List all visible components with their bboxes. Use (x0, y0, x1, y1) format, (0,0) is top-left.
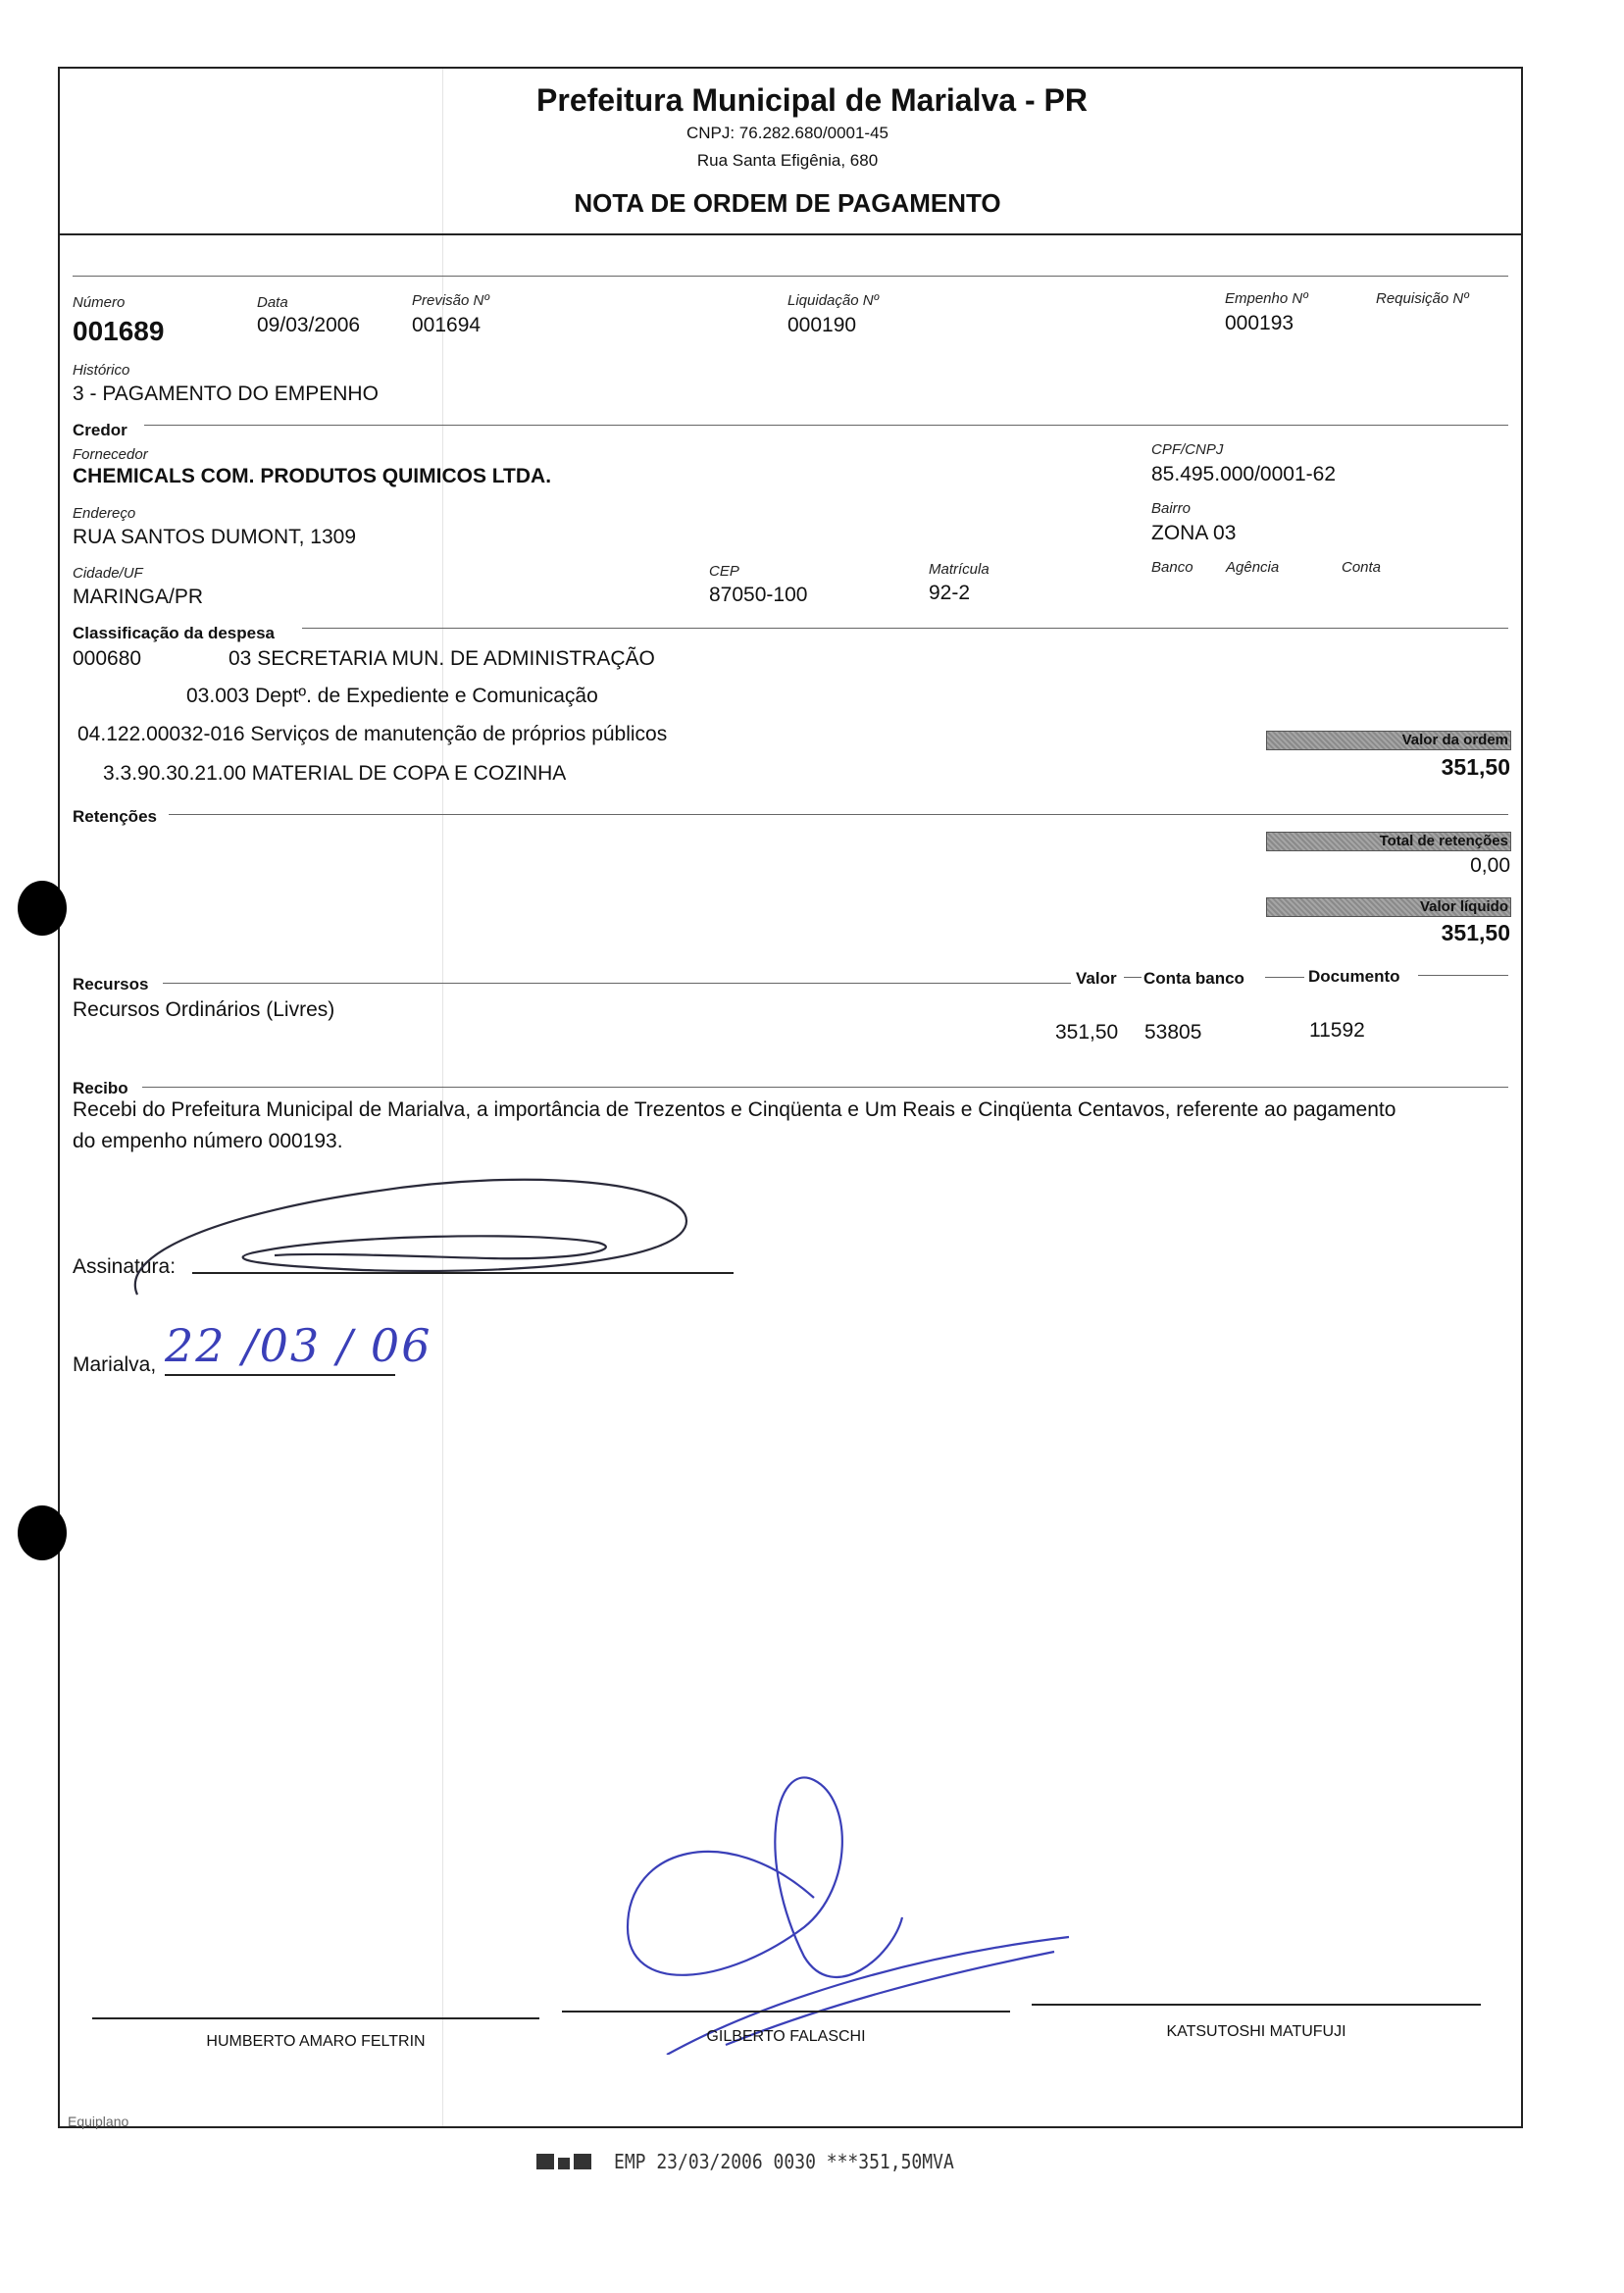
header-divider (58, 233, 1523, 235)
matricula-label: Matrícula (929, 561, 990, 578)
previsao-value: 001694 (412, 314, 482, 336)
valor-liquido-bar: Valor líquido (1266, 897, 1511, 917)
data-label: Data (257, 294, 288, 311)
equiplano-brand: Equiplano (68, 2114, 129, 2129)
cidade-value: MARINGA/PR (73, 586, 204, 608)
credor-section: Credor (73, 421, 127, 439)
fornecedor-label: Fornecedor (73, 446, 148, 463)
hole-punch-bottom (18, 1505, 67, 1560)
recibo-line (142, 1087, 1508, 1088)
matricula-value: 92-2 (929, 582, 971, 604)
empenho-value: 000193 (1225, 312, 1294, 334)
recursos-valor: 351,50 (1055, 1021, 1119, 1044)
classificacao-line1: 03 SECRETARIA MUN. DE ADMINISTRAÇÃO (228, 647, 655, 670)
hole-punch-top (18, 881, 67, 936)
requisicao-label: Requisição Nº (1376, 290, 1469, 307)
recursos-conta: 53805 (1144, 1021, 1202, 1044)
recursos-documento-header: Documento (1308, 967, 1400, 986)
valor-liquido-value: 351,50 (1441, 920, 1510, 945)
recursos-line (163, 983, 1071, 984)
cep-value: 87050-100 (709, 584, 808, 606)
recursos-line-3 (1265, 977, 1304, 978)
signatory-3: KATSUTOSHI MATUFUJI (1166, 2023, 1346, 2040)
recursos-line-4 (1418, 975, 1508, 976)
empenho-label: Empenho Nº (1225, 290, 1308, 307)
recibo-text-line2: do empenho número 000193. (73, 1130, 343, 1152)
ids-top-line (73, 276, 1508, 277)
date-line (165, 1374, 395, 1376)
handwritten-date: 22 /03 / 06 (165, 1319, 432, 1372)
doc-title: NOTA DE ORDEM DE PAGAMENTO (574, 188, 1001, 218)
page-title: Prefeitura Municipal de Marialva - PR (536, 82, 1088, 118)
signature-line-2 (562, 2011, 1010, 2013)
liquidacao-label: Liquidação Nº (787, 292, 880, 309)
recibo-text-line1: Recebi do Prefeitura Municipal de Marialva, a importância de Trezentos e Cinqüenta e Um Reais e Cinqüenta Centavos, referente ao pagamento (73, 1098, 1396, 1121)
liquidacao-value: 000190 (787, 314, 857, 336)
endereco-value: RUA SANTOS DUMONT, 1309 (73, 526, 357, 548)
cpf-value: 85.495.000/0001-62 (1151, 463, 1337, 485)
recursos-valor-header: Valor (1076, 969, 1117, 988)
bairro-value: ZONA 03 (1151, 522, 1237, 544)
valor-ordem-value: 351,50 (1441, 754, 1510, 780)
address-text: Rua Santa Efigênia, 680 (696, 151, 879, 170)
recursos-line-2 (1124, 977, 1142, 978)
classificacao-line (302, 628, 1508, 629)
bank-logo-icon (534, 2150, 595, 2173)
recursos-section: Recursos (73, 975, 149, 994)
conta-label: Conta (1342, 559, 1382, 576)
agencia-label: Agência (1226, 559, 1280, 576)
classificacao-section: Classificação da despesa (73, 624, 276, 642)
signature-line-1 (92, 2017, 539, 2019)
previsao-label: Previsão Nº (412, 292, 489, 309)
endereco-label: Endereço (73, 505, 136, 522)
fornecedor-value: CHEMICALS COM. PRODUTOS QUIMICOS LTDA. (73, 465, 552, 487)
historico-label: Histórico (73, 362, 130, 379)
cpf-label: CPF/CNPJ (1151, 441, 1224, 458)
cnpj-text: CNPJ: 76.282.680/0001-45 (685, 124, 889, 142)
recursos-name: Recursos Ordinários (Livres) (73, 998, 335, 1021)
marialva-label: Marialva, (73, 1353, 157, 1376)
recursos-documento: 11592 (1309, 1019, 1365, 1042)
valor-ordem-bar: Valor da ordem (1266, 731, 1511, 750)
recibo-section: Recibo (73, 1079, 128, 1097)
classificacao-line4: 3.3.90.30.21.00 MATERIAL DE COPA E COZINHA (103, 762, 567, 785)
bank-stamp-text: EMP 23/03/2006 0030 ***351,50MVA (614, 2150, 954, 2173)
numero-label: Número (73, 294, 126, 311)
credor-line (144, 425, 1508, 426)
signatory-1: HUMBERTO AMARO FELTRIN (206, 2033, 426, 2050)
signature-line-3 (1032, 2004, 1481, 2006)
total-retencoes-value: 0,00 (1470, 854, 1510, 877)
recursos-conta-header: Conta banco (1143, 969, 1244, 988)
recibo-signature-scribble (118, 1162, 706, 1309)
retencoes-section: Retenções (73, 807, 157, 826)
historico-value: 3 - PAGAMENTO DO EMPENHO (73, 382, 379, 405)
classificacao-line3: 04.122.00032-016 Serviços de manutenção de próprios públicos (77, 723, 668, 745)
cidade-label: Cidade/UF (73, 565, 143, 582)
cep-label: CEP (709, 563, 739, 580)
classificacao-code: 000680 (73, 647, 142, 670)
numero-value: 001689 (73, 316, 165, 346)
bairro-label: Bairro (1151, 500, 1192, 517)
retencoes-line (169, 814, 1508, 815)
banco-label: Banco (1151, 559, 1193, 576)
classificacao-line2: 03.003 Deptº. de Expediente e Comunicação (186, 685, 598, 707)
total-retencoes-bar: Total de retenções (1266, 832, 1511, 851)
data-value: 09/03/2006 (257, 314, 361, 336)
assinatura-label: Assinatura: (73, 1255, 177, 1278)
signatory-2: GILBERTO FALASCHI (706, 2028, 866, 2045)
